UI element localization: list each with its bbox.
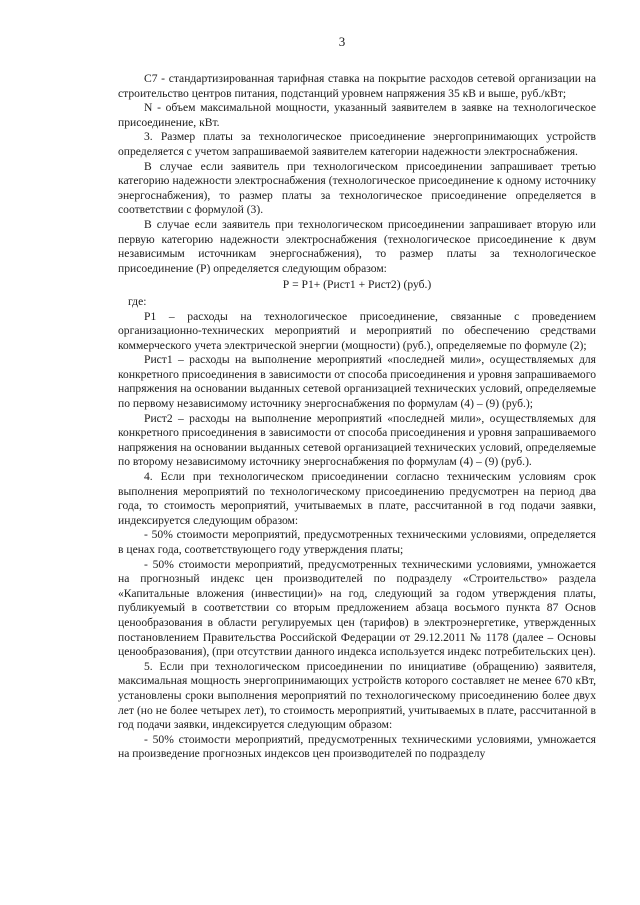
paragraph-section-3: 3. Размер платы за технологическое присоединение энергопринимающих устройств определяется с учетом запрашиваемой заявителем категории надежности электроснабжения. bbox=[118, 130, 596, 158]
paragraph-50-percent-current: - 50% стоимости мероприятий, предусмотренных техническими условиями, определяется в ценах года, соответствующего году утверждения платы; bbox=[118, 528, 596, 556]
page-number: 3 bbox=[338, 34, 346, 49]
paragraph-c7-definition: С7 - стандартизированная тарифная ставка на покрытие расходов сетевой организации на строительство центров питания, подстанций уровнем напряжения 35 кВ и выше, руб./кВт; bbox=[118, 72, 596, 100]
paragraph-rist1-definition: Рист1 – расходы на выполнение мероприятий «последней мили», осуществляемых для конкретного присоединения в зависимости от способа присоединения и уровня запрашиваемого напряжения на основании выданных сетевой организацией технических условий, определяемые по первому независимому источнику энергоснабжения по формулам (4) – (9) (руб.); bbox=[118, 353, 596, 411]
payment-formula: Р = Р1+ (Рист1 + Рист2) (руб.) bbox=[282, 278, 432, 292]
paragraph-50-percent-indexed: - 50% стоимости мероприятий, предусмотренных техническими условиями, умножается на прогнозный индекс цен производителей по подразделу «Строительство» раздела «Капитальные вложения (инвестиции)» на год, следующий за годом утверждения платы, публикуемый в соответствии со вторым предложением абзаца восьмого пункта 87 Основ ценообразования в области регулируемых цен (тарифов) в электроэнергетике, утвержденных постановлением Правительства Российской Федерации от 29.12.2011 № 1178 (далее – Основы ценообразования), (при отсутствии данного индекса используется индекс потребительских цен). bbox=[118, 557, 596, 659]
paragraph-50-percent-product: - 50% стоимости мероприятий, предусмотренных техническими условиями, умножается на произведение прогнозных индексов цен производителей по подразделу bbox=[118, 732, 596, 761]
paragraph-p1-definition: Р1 – расходы на технологическое присоединение, связанные с проведением организационно-технических мероприятий и мероприятий по обеспечению средствами коммерческого учета электрической энергии (мощности) (руб.), определяемые по формуле (2); bbox=[118, 309, 596, 352]
paragraph-n-definition: N - объем максимальной мощности, указанный заявителем в заявке на технологическое присоединение, кВт. bbox=[118, 101, 596, 129]
where-label: где: bbox=[128, 294, 147, 308]
paragraph-section-4: 4. Если при технологическом присоединении согласно техническим условиям срок выполнения мероприятий по технологическому присоединению предусмотрен на период два года, то стоимость мероприятий, учитываемых в плате, рассчитанной в год подачи заявки, индексируется следующим образом: bbox=[118, 470, 596, 527]
paragraph-third-category: В случае если заявитель при технологическом присоединении запрашивает третью категорию надежности электроснабжения (технологическое присоединение к одному источнику энергоснабжения), то размер платы за технологическое присоединение определяется в соответствии с формулой (3). bbox=[118, 159, 596, 217]
paragraph-rist2-definition: Рист2 – расходы на выполнение мероприятий «последней мили», осуществляемых для конкретного присоединения в зависимости от способа присоединения и уровня запрашиваемого напряжения на основании выданных сетевой организацией технических условий, определяемые по второму независимому источнику энергоснабжения по формулам (4) – (9) (руб.). bbox=[118, 411, 596, 469]
paragraph-second-first-category: В случае если заявитель при технологическом присоединении запрашивает вторую или первую категорию надежности электроснабжения (технологическое присоединение к двум независимым источникам энергоснабжения), то размер платы за технологическое присоединение (Р) определяется следующим образом: bbox=[118, 217, 596, 275]
paragraph-section-5: 5. Если при технологическом присоединении по инициативе (обращению) заявителя, максимальная мощность энергопринимающих устройств которого составляет не менее 670 кВт, установлены сроки выполнения мероприятий по технологическому присоединению более двух лет (но не более четырех лет), то стоимость мероприятий, учитываемых в плате, рассчитанной в год подачи заявки, индексируется следующим образом: bbox=[118, 659, 596, 732]
